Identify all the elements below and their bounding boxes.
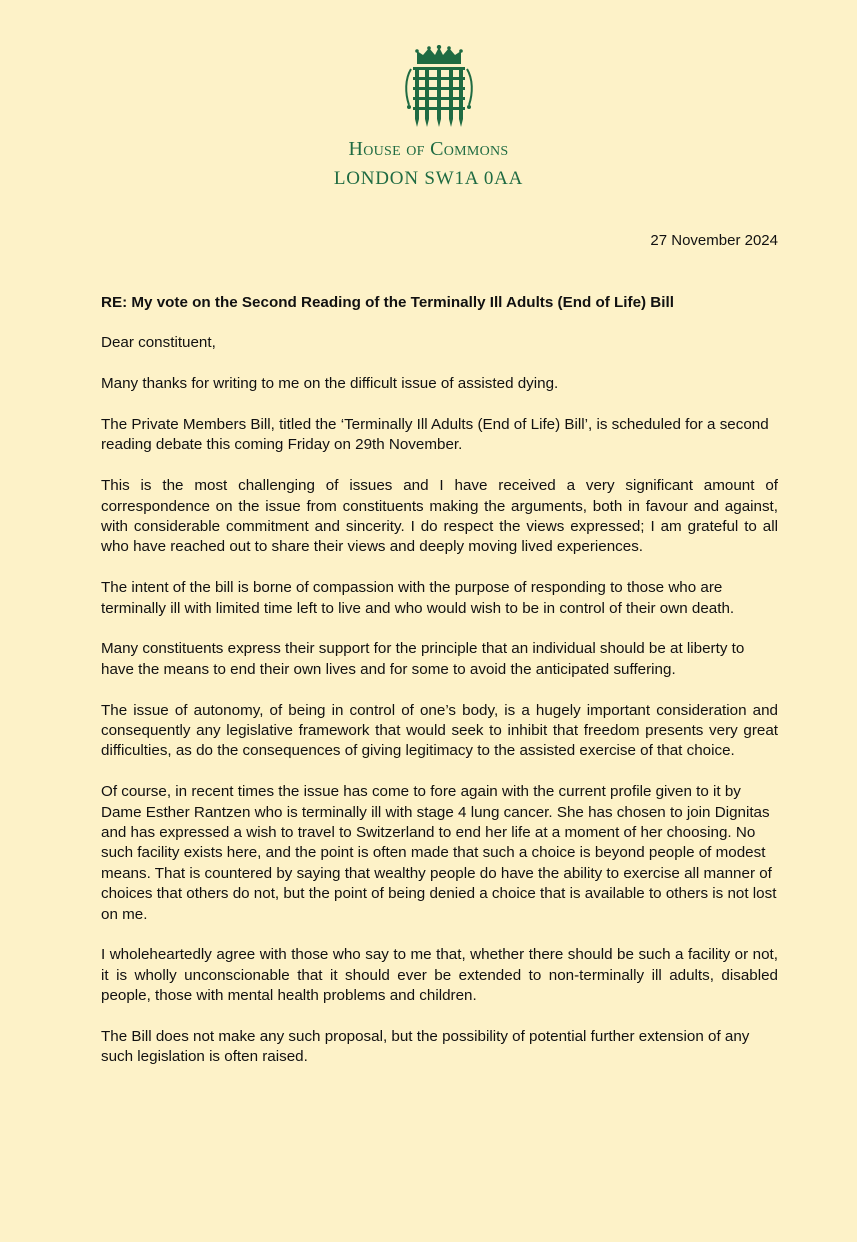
- salutation: Dear constituent,: [101, 334, 216, 352]
- paragraph: The Bill does not make any such proposal, but the possibility of potential further extension of any such legislation is often raised.: [101, 1028, 750, 1066]
- paragraph: Many constituents express their support for the principle that an individual should be at liberty to have the means to end their own lives and for some to avoid the anticipated suffering.: [101, 640, 745, 678]
- paragraph: Of course, in recent times the issue has come to fore again with the current profile given to it by Dame Esther Rantzen who is terminally ill with stage 4 lung cancer. She has chosen to join Dignitas and has expressed a wish to travel to Switzerland to end her life at a moment of her choosing. No such facility exists here, and the point is often made that such a choice is beyond people of modest means. That is countered by saying that wealthy people do have the ability to exercise all manner of choices that others do not, but the point of being denied a choice that is available to others is not lost on me.: [101, 783, 777, 923]
- paragraph: The Private Members Bill, titled the ‘Terminally Ill Adults (End of Life) Bill’, is scheduled for a second reading debate this coming Friday on 29th November.: [101, 416, 769, 454]
- paragraph: This is the most challenging of issues and I have received a very significant amount of correspondence on the issue from constituents making the arguments, both in favour and against, with considerable commitment and sincerity. I do respect the views expressed; I am grateful to all who have reached out to share their views and deeply moving lived experiences.: [101, 477, 778, 556]
- letter-date: 27 November 2024: [650, 232, 778, 249]
- letterhead-address: LONDON SW1A 0AA: [333, 168, 524, 189]
- letterhead-house-name: House of Commons: [348, 138, 509, 160]
- paragraph: Many thanks for writing to me on the difficult issue of assisted dying.: [101, 375, 559, 393]
- letter-subject: RE: My vote on the Second Reading of the Terminally Ill Adults (End of Life) Bill: [101, 294, 674, 311]
- paragraph: The issue of autonomy, of being in control of one’s body, is a hugely important consideration and consequently any legislative framework that would seek to inhibit that freedom presents very great difficulties, as do the consequences of giving legitimacy to the assisted exercise of that choice.: [101, 701, 778, 760]
- paragraph: The intent of the bill is borne of compassion with the purpose of responding to those who are terminally ill with limited time left to live and who would wish to be in control of their own death.: [101, 579, 735, 617]
- portcullis-icon: [403, 45, 475, 129]
- letter-body: [101, 293, 778, 1088]
- paragraph: I wholeheartedly agree with those who say to me that, whether there should be such a facility or not, it is wholly unconscionable that it should ever be extended to non-terminally ill adults, disabled people, those with mental health problems and children.: [101, 946, 778, 1005]
